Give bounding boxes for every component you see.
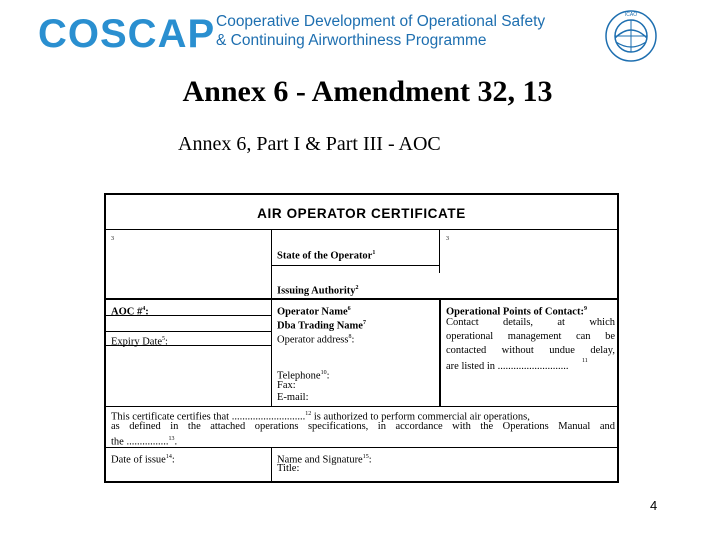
issuing-authority-label: Issuing Authority$^2$: [277, 285, 359, 297]
emblem-text: ICAO: [624, 12, 638, 18]
statement-line-3: the ................$^{13}$.: [111, 436, 178, 448]
page-number: 4: [650, 498, 658, 513]
name-and-signature-label: Name and Signature$^{15}$:: [277, 454, 372, 466]
coscap-header: [38, 8, 718, 58]
tagline-line-1: Cooperative Development of Operational Safety: [216, 13, 546, 30]
contact-line-3: contacted without undue delay,: [446, 345, 615, 356]
reference-3-left: 3: [111, 236, 114, 242]
contact-line-4: are listed in ...........................: [446, 361, 569, 372]
coscap-tagline: [216, 12, 545, 50]
divider: [439, 298, 441, 406]
divider: [106, 331, 271, 332]
title-field-label: Title:: [277, 463, 300, 474]
contact-line-1: Contact details, at which: [446, 317, 615, 328]
date-of-issue-label: Date of issue$^{14}$:: [111, 454, 175, 466]
divider: [106, 229, 617, 230]
contact-sup-11: 11: [582, 358, 588, 364]
divider: [106, 447, 617, 448]
icao-emblem-icon: [603, 8, 659, 64]
divider: [271, 447, 272, 483]
state-of-operator-label: State of the Operator$^1$: [277, 250, 376, 262]
coscap-logo: COSCAP: [38, 12, 216, 56]
telephone-label: Telephone$^{10}$:: [277, 370, 330, 382]
divider: [106, 298, 617, 300]
divider: [272, 265, 439, 266]
slide-title: Annex 6 - Amendment 32, 13: [182, 75, 553, 108]
slide-subtitle: Annex 6, Part I & Part III - AOC: [178, 133, 441, 155]
dba-trading-name-label: Dba Trading Name$^7$: [277, 320, 366, 332]
certificate-heading: AIR OPERATOR CERTIFICATE: [257, 206, 466, 221]
email-label: E-mail:: [277, 392, 309, 403]
expiry-date-label: Expiry Date$^5$:: [111, 336, 168, 348]
contact-heading: Operational Points of Contact:$^9$: [446, 306, 587, 318]
operator-address-label: Operator address$^8$:: [277, 334, 355, 346]
divider: [439, 229, 440, 273]
air-operator-certificate: [104, 193, 619, 483]
contact-line-2: operational management can be: [446, 331, 615, 342]
divider: [271, 229, 272, 406]
reference-3-right: 3: [446, 236, 449, 242]
fax-label: Fax:: [277, 380, 296, 391]
aoc-number-label: AOC #$^4$:: [111, 306, 149, 318]
divider: [106, 406, 617, 407]
statement-line-1: This certificate certifies that ............................$^{12}$ is authorized to perform commercial air operations,: [111, 411, 530, 423]
statement-line-2: as defined in the attached operations specifications, in accordance with the Operations Manual and: [111, 421, 615, 432]
operator-name-label: Operator Name$^6$: [277, 306, 351, 318]
tagline-line-2: & Continuing Airworthiness Programme: [216, 32, 487, 49]
